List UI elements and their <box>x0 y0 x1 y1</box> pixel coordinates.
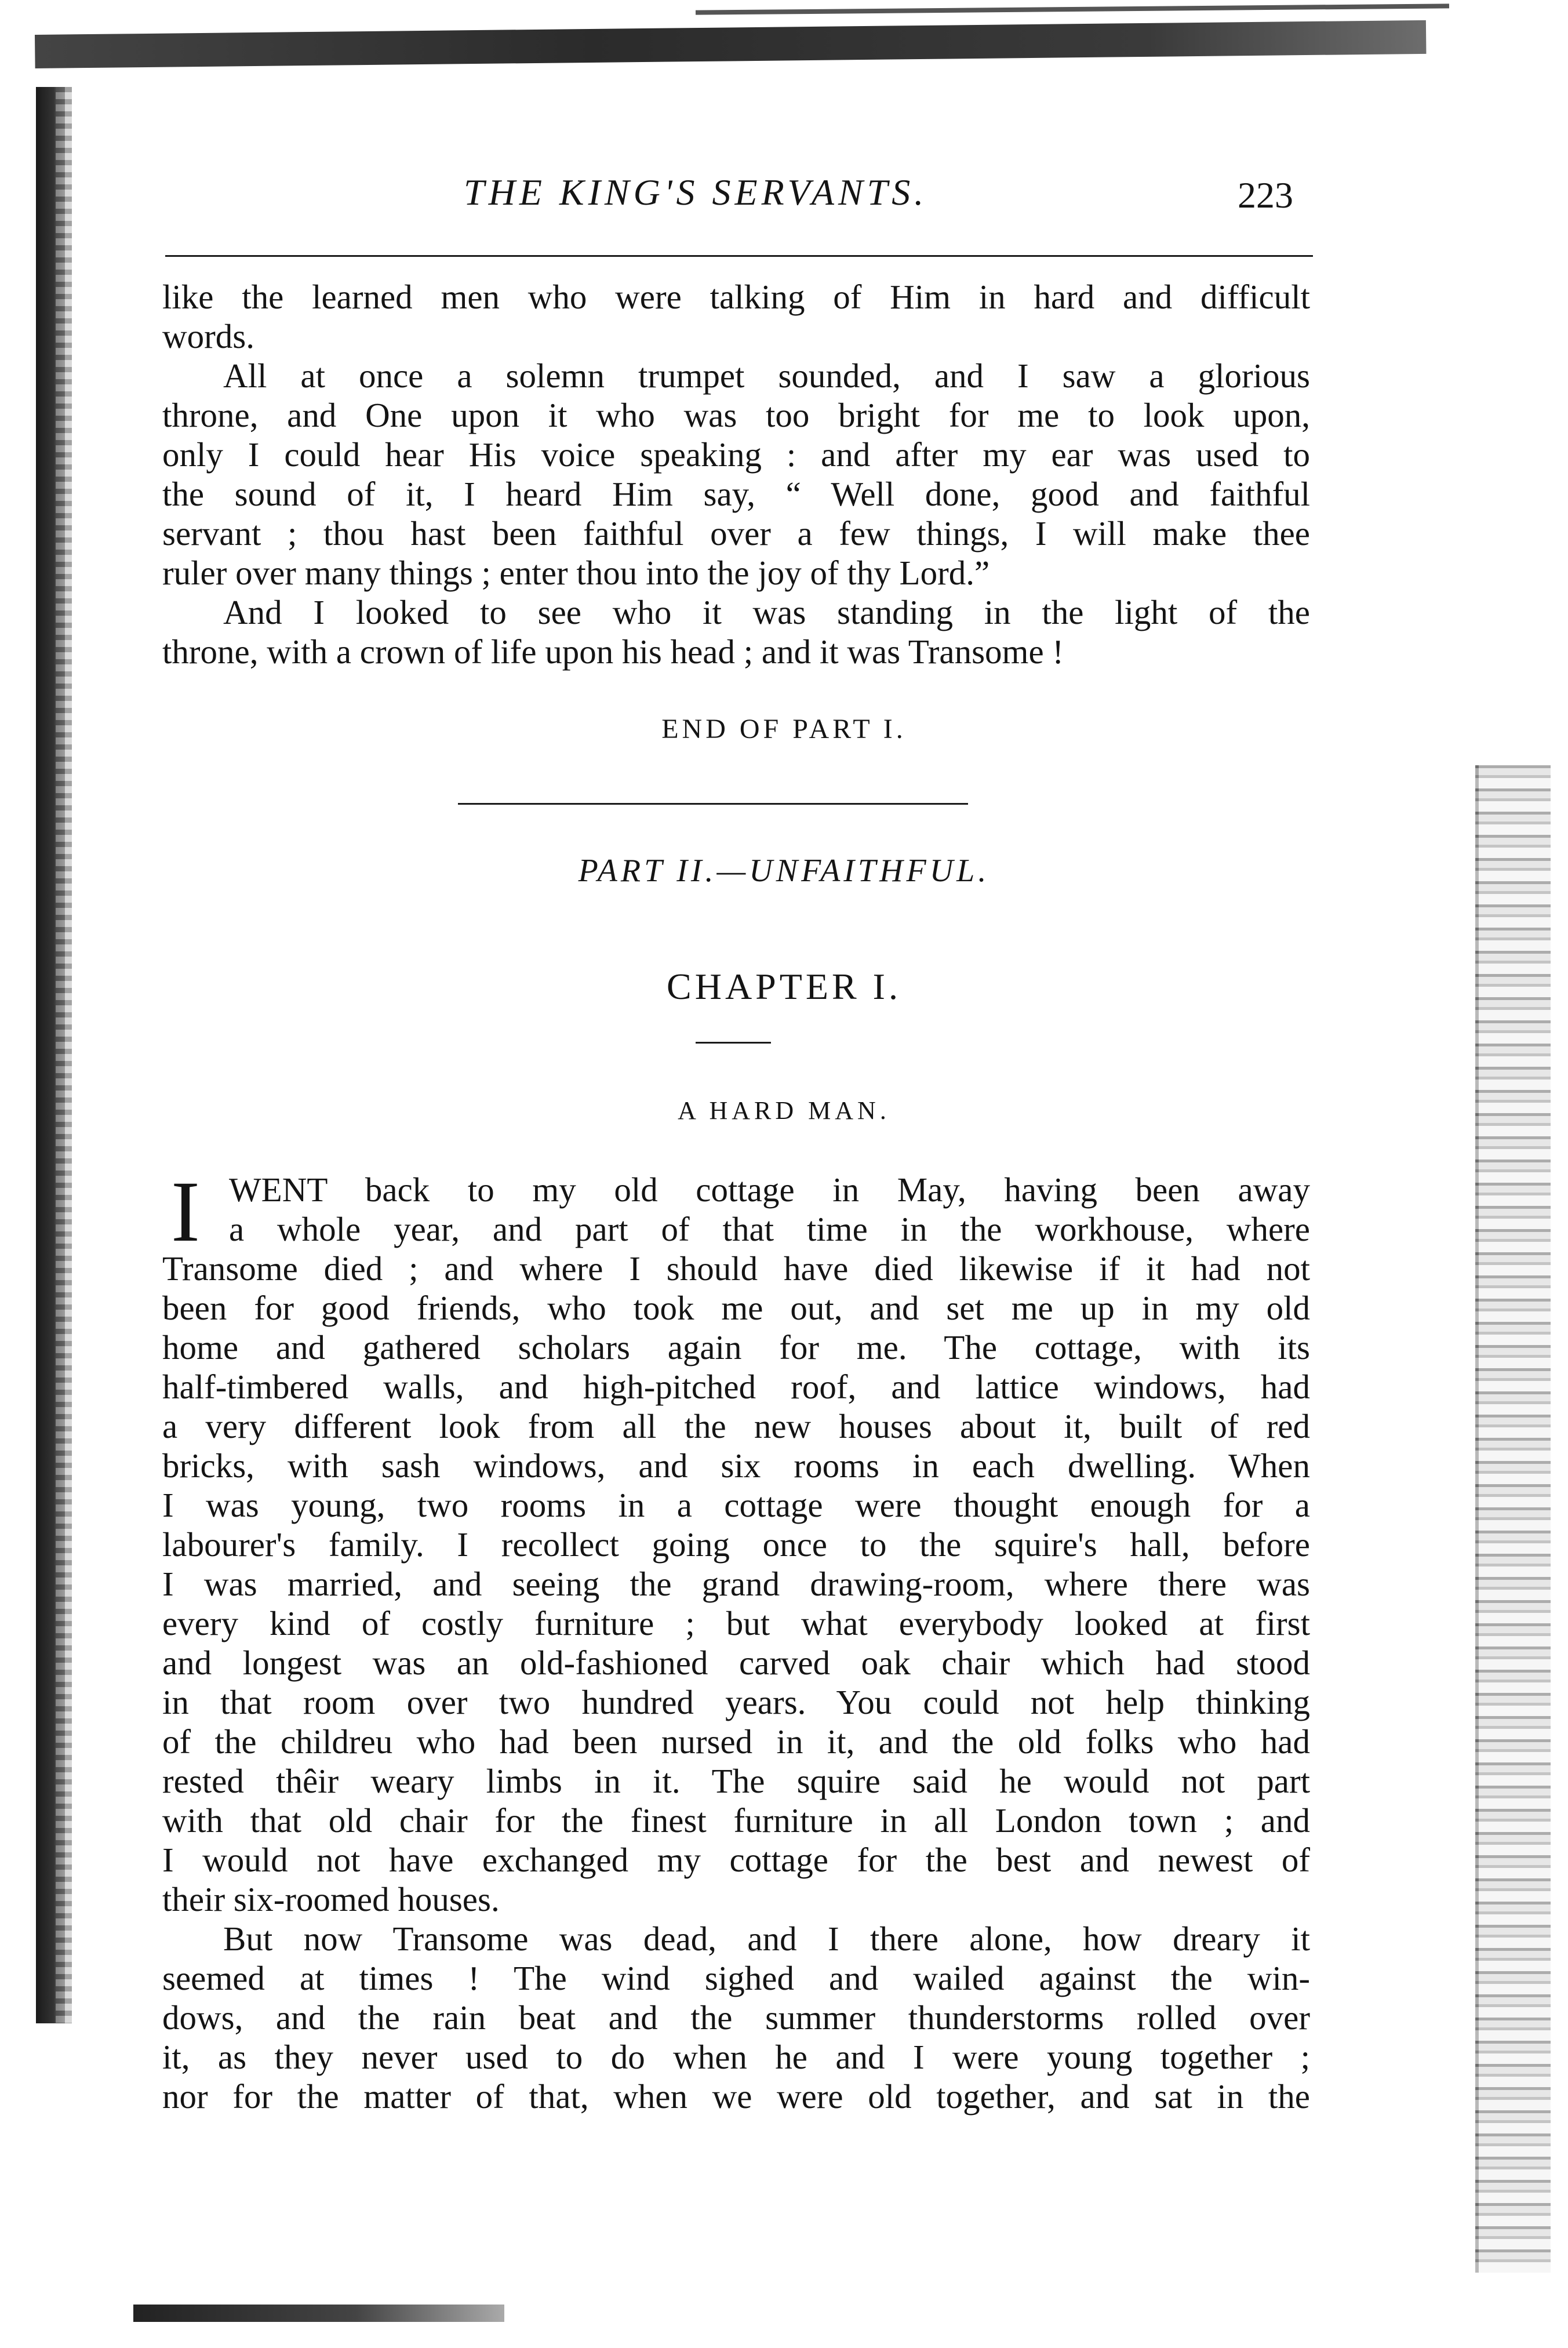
scan-edge-bottom <box>133 2305 504 2322</box>
opening-first-line <box>229 1170 1310 1209</box>
text-line: I would not have exchanged my cottage for the best and newest of <box>162 1841 1310 1879</box>
text-line: half-timbered walls, and high-pitched roof, and lattice windows, had <box>162 1368 1310 1406</box>
header-rule <box>165 255 1313 257</box>
page-number: 223 <box>1238 175 1293 216</box>
text-line: it, as they never used to do when he and I were young together ; <box>162 2038 1310 2076</box>
text-line: And I looked to see who it was standing in the light of the <box>223 593 1310 631</box>
text-line: a very different look from all the new houses about it, built of red <box>162 1407 1310 1445</box>
text-line: I was married, and seeing the grand drawing-room, where there was <box>162 1565 1310 1603</box>
text-line: only I could hear His voice speaking : and after my ear was used to <box>162 435 1310 474</box>
text-line: ruler over many things ; enter thou into the joy of thy Lord.” <box>162 554 990 592</box>
opening-paragraph <box>162 1249 1310 1919</box>
part-divider-rule <box>458 803 968 805</box>
end-of-part-label: END OF PART I. <box>661 714 907 744</box>
text-line: the sound of it, I heard Him say, “ Well done, good and faithful <box>162 475 1310 513</box>
text-line: WENT back to my old cottage in May, having been away <box>229 1171 1310 1209</box>
paragraph-trumpet <box>162 356 1310 593</box>
text-line: bricks, with sash windows, and six rooms in each dwelling. When <box>162 1446 1310 1485</box>
text-line: throne, with a crown of life upon his head ; and it was Transome ! <box>162 633 1064 671</box>
text-line: rested thêir weary limbs in it. The squire said he would not part <box>162 1762 1310 1800</box>
text-line: seemed at times ! The wind sighed and wailed against the win- <box>162 1959 1310 1997</box>
text-line: like the learned men who were talking of Him in hard and difficult <box>162 278 1310 316</box>
text-line: every kind of costly furniture ; but what everybody looked at first <box>162 1604 1310 1642</box>
text-line: labourer's family. I recollect going once to the squire's hall, before <box>162 1525 1310 1564</box>
text-line: dows, and the rain beat and the summer thunderstorms rolled over <box>162 1998 1310 2037</box>
text-line: of the childreu who had been nursed in it, and the old folks who had <box>162 1722 1310 1761</box>
text-line: and longest was an old-fashioned carved oak chair which had stood <box>162 1644 1310 1682</box>
part-heading: PART II.—UNFAITHFUL. <box>578 853 990 889</box>
text-line: home and gathered scholars again for me. The cottage, with its <box>162 1328 1310 1366</box>
text-line: All at once a solemn trumpet sounded, and I saw a glorious <box>223 357 1310 395</box>
text-line: their six-roomed houses. <box>162 1880 500 1918</box>
opening-second-line <box>229 1209 1310 1249</box>
scan-edge-left-texture <box>56 87 72 2023</box>
text-line: a whole year, and part of that time in the workhouse, where <box>229 1210 1310 1248</box>
text-line: servant ; thou hast been faithful over a few things, I will make thee <box>162 514 1310 553</box>
chapter-heading: CHAPTER I. <box>667 966 901 1007</box>
text-line: Transome died ; and where I should have died likewise if it had not <box>162 1249 1310 1288</box>
text-line: in that room over two hundred years. You could not help thinking <box>162 1683 1310 1721</box>
chapter-rule <box>696 1042 771 1044</box>
scan-edge-top-thin <box>696 3 1449 14</box>
text-line: throne, and One upon it who was too bright for me to look upon, <box>162 396 1310 434</box>
paragraph-but-now <box>162 1919 1310 2116</box>
text-line: with that old chair for the finest furniture in all London town ; and <box>162 1801 1310 1840</box>
continuation-paragraph <box>162 277 1310 356</box>
drop-cap: I <box>171 1164 200 1260</box>
text-line: words. <box>162 317 254 355</box>
chapter-subtitle: A HARD MAN. <box>678 1096 890 1125</box>
text-line: been for good friends, who took me out, and set me up in my old <box>162 1289 1310 1327</box>
text-line: nor for the matter of that, when we were old together, and sat in the <box>162 2077 1310 2116</box>
paragraph-looked <box>162 593 1310 671</box>
scan-edge-top <box>35 20 1426 68</box>
text-line: But now Transome was dead, and I there alone, how dreary it <box>223 1920 1310 1958</box>
running-title: THE KING'S SERVANTS. <box>464 172 928 213</box>
text-line: I was young, two rooms in a cottage were thought enough for a <box>162 1486 1310 1524</box>
